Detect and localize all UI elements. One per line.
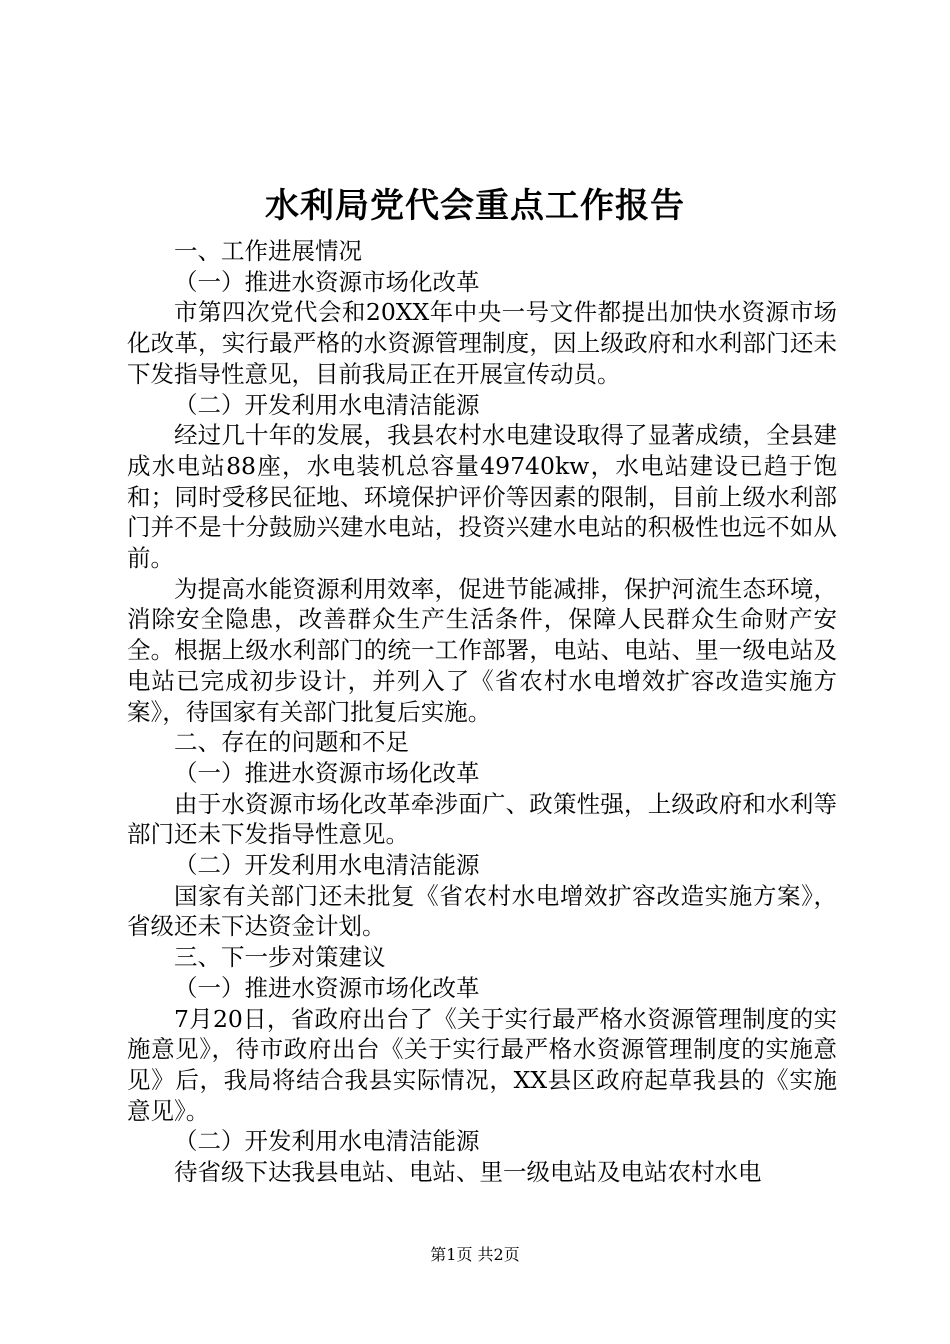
subsection-heading: （一）推进水资源市场化改革 [174,758,480,787]
paragraph: 待省级下达我县电站、电站、里一级电站及电站农村水电 [174,1158,762,1187]
subsection-heading: （二）开发利用水电清洁能源 [174,851,480,880]
paragraph: 经过几十年的发展，我县农村水电建设取得了显著成绩，全县建成水电站88座，水电装机总容量49740kw，水电站建设已趋于饱和；同时受移民征地、环境保护评价等因素的限制，目前上级水利部门并不是十分鼓励兴建水电站，投资兴建水电站的积极性也远不如从前。 [127,421,837,573]
document-title: 水利局党代会重点工作报告 [265,186,685,226]
section-heading: 一、工作进展情况 [174,237,362,265]
page-footer: 第1页 共2页 [430,1245,520,1264]
paragraph: 由于水资源市场化改革牵涉面广、政策性强，上级政府和水利等部门还未下发指导性意见。 [127,789,837,849]
subsection-heading: （一）推进水资源市场化改革 [174,973,480,1002]
subsection-heading: （二）开发利用水电清洁能源 [174,1127,480,1156]
paragraph: 7月20日，省政府出台了《关于实行最严格水资源管理制度的实施意见》，待市政府出台《关于实行最严格水资源管理制度的实施意见》后，我局将结合我县实际情况，XX县区政府起草我县的《实施意见》。 [127,1004,837,1125]
subsection-heading: （一）推进水资源市场化改革 [174,267,480,296]
paragraph: 国家有关部门还未批复《省农村水电增效扩容改造实施方案》，省级还未下达资金计划。 [127,881,837,941]
section-heading: 三、下一步对策建议 [174,943,386,972]
section-heading: 二、存在的问题和不足 [174,728,409,757]
document-body [127,236,837,1188]
subsection-heading: （二）开发利用水电清洁能源 [174,390,480,419]
paragraph: 市第四次党代会和20XX年中央一号文件都提出加快水资源市场化改革，实行最严格的水资源管理制度，因上级政府和水利部门还未下发指导性意见，目前我局正在开展宣传动员。 [127,298,837,388]
paragraph: 为提高水能资源利用效率，促进节能减排，保护河流生态环境，消除安全隐患，改善群众生产生活条件，保障人民群众生命财产安全。根据上级水利部门的统一工作部署，电站、电站、里一级电站及电站已完成初步设计，并列入了《省农村水电增效扩容改造实施方案》，待国家有关部门批复后实施。 [127,574,837,726]
